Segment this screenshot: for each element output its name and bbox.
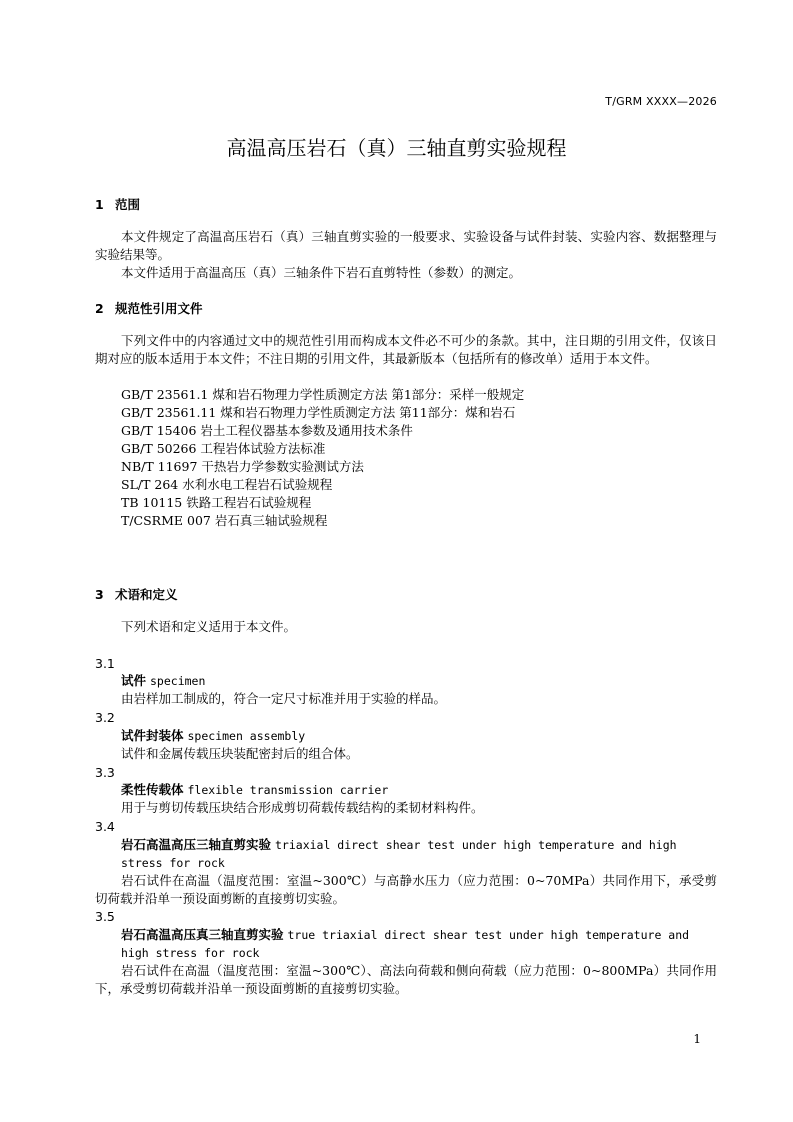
- term-number: 3.5: [95, 909, 115, 924]
- term-heading: [121, 836, 717, 872]
- term-heading: [121, 926, 717, 962]
- term-zh: 岩石高温高压三轴直剪实验: [121, 837, 272, 852]
- term-number: 3.4: [95, 819, 115, 834]
- reference-item: NB/T 11697 干热岩力学参数实验测试方法: [121, 459, 364, 474]
- term-definition: 试件和金属传载压块装配密封后的组合体。: [121, 746, 359, 761]
- section-title: 术语和定义: [115, 587, 178, 602]
- section-heading-1: [95, 195, 140, 213]
- reference-item: GB/T 23561.11 煤和岩石物理力学性质测定方法 第11部分：煤和岩石: [121, 405, 516, 420]
- reference-item: TB 10115 铁路工程岩石试验规程: [121, 495, 312, 510]
- term-number: 3.2: [95, 710, 115, 725]
- section-title: 规范性引用文件: [115, 301, 203, 316]
- paragraph: 下列文件中的内容通过文中的规范性引用而构成本文件必不可少的条款。其中，注日期的引用文件，仅该日期对应的版本适用于本文件；不注日期的引用文件，其最新版本（包括所有的修改单）适用于本文件。: [95, 333, 717, 366]
- term-definition: 用于与剪切传载压块结合形成剪切荷载传载结构的柔韧材料构件。: [121, 800, 484, 815]
- paragraph: 本文件适用于高温高压（真）三轴条件下岩石直剪特性（参数）的测定。: [121, 265, 522, 280]
- term-heading: [121, 727, 717, 745]
- reference-item: GB/T 15406 岩土工程仪器基本参数及通用技术条件: [121, 423, 413, 438]
- term-number: 3.3: [95, 765, 115, 780]
- page-title: 高温高压岩石（真）三轴直剪实验规程: [226, 136, 567, 160]
- section-title: 范围: [115, 197, 141, 212]
- term-en: specimen: [150, 674, 206, 688]
- term-en: true triaxial direct shear test under high temperature and high stress for rock: [121, 928, 690, 960]
- section-number: 3: [95, 587, 104, 602]
- term-zh: 试件: [121, 673, 147, 688]
- term-en: triaxial direct shear test under high temperature and high stress for rock: [121, 838, 677, 870]
- term-definition: 岩石试件在高温（温度范围：室温~300℃）、高法向荷载和侧向荷载（应力范围：0~800MPa）共同作用下，承受剪切荷载并沿单一预设面剪断的直接剪切实验。: [95, 963, 717, 996]
- term-zh: 柔性传载体: [121, 782, 184, 797]
- term-heading: [121, 672, 717, 690]
- term-zh: 岩石高温高压真三轴直剪实验: [121, 927, 284, 942]
- term-definition: 由岩样加工制成的，符合一定尺寸标准并用于实验的样品。: [121, 691, 447, 706]
- term-en: specimen assembly: [187, 729, 306, 743]
- section-number: 1: [95, 197, 104, 212]
- reference-item: GB/T 50266 工程岩体试验方法标准: [121, 441, 326, 456]
- paragraph: 下列术语和定义适用于本文件。: [121, 619, 297, 634]
- term-number: 3.1: [95, 656, 115, 671]
- reference-item: T/CSRME 007 岩石真三轴试验规程: [121, 513, 328, 528]
- term-en: flexible transmission carrier: [187, 783, 389, 797]
- term-zh: 试件封装体: [121, 728, 184, 743]
- section-heading-3: [95, 585, 178, 603]
- reference-item: SL/T 264 水利水电工程岩石试验规程: [121, 477, 333, 492]
- section-heading-2: [95, 299, 203, 317]
- term-definition: 岩石试件在高温（温度范围：室温~300℃）与高静水压力（应力范围：0~70MPa）共同作用下，承受剪切荷载并沿单一预设面剪断的直接剪切实验。: [95, 873, 717, 906]
- reference-item: GB/T 23561.1 煤和岩石物理力学性质测定方法 第1部分：采样一般规定: [121, 387, 525, 402]
- term-heading: [121, 781, 717, 799]
- page-number: 1: [693, 1032, 701, 1046]
- doc-code: T/GRM XXXX—2026: [605, 95, 717, 108]
- section-number: 2: [95, 301, 104, 316]
- paragraph: 本文件规定了高温高压岩石（真）三轴直剪实验的一般要求、实验设备与试件封装、实验内容、数据整理与实验结果等。: [95, 229, 717, 262]
